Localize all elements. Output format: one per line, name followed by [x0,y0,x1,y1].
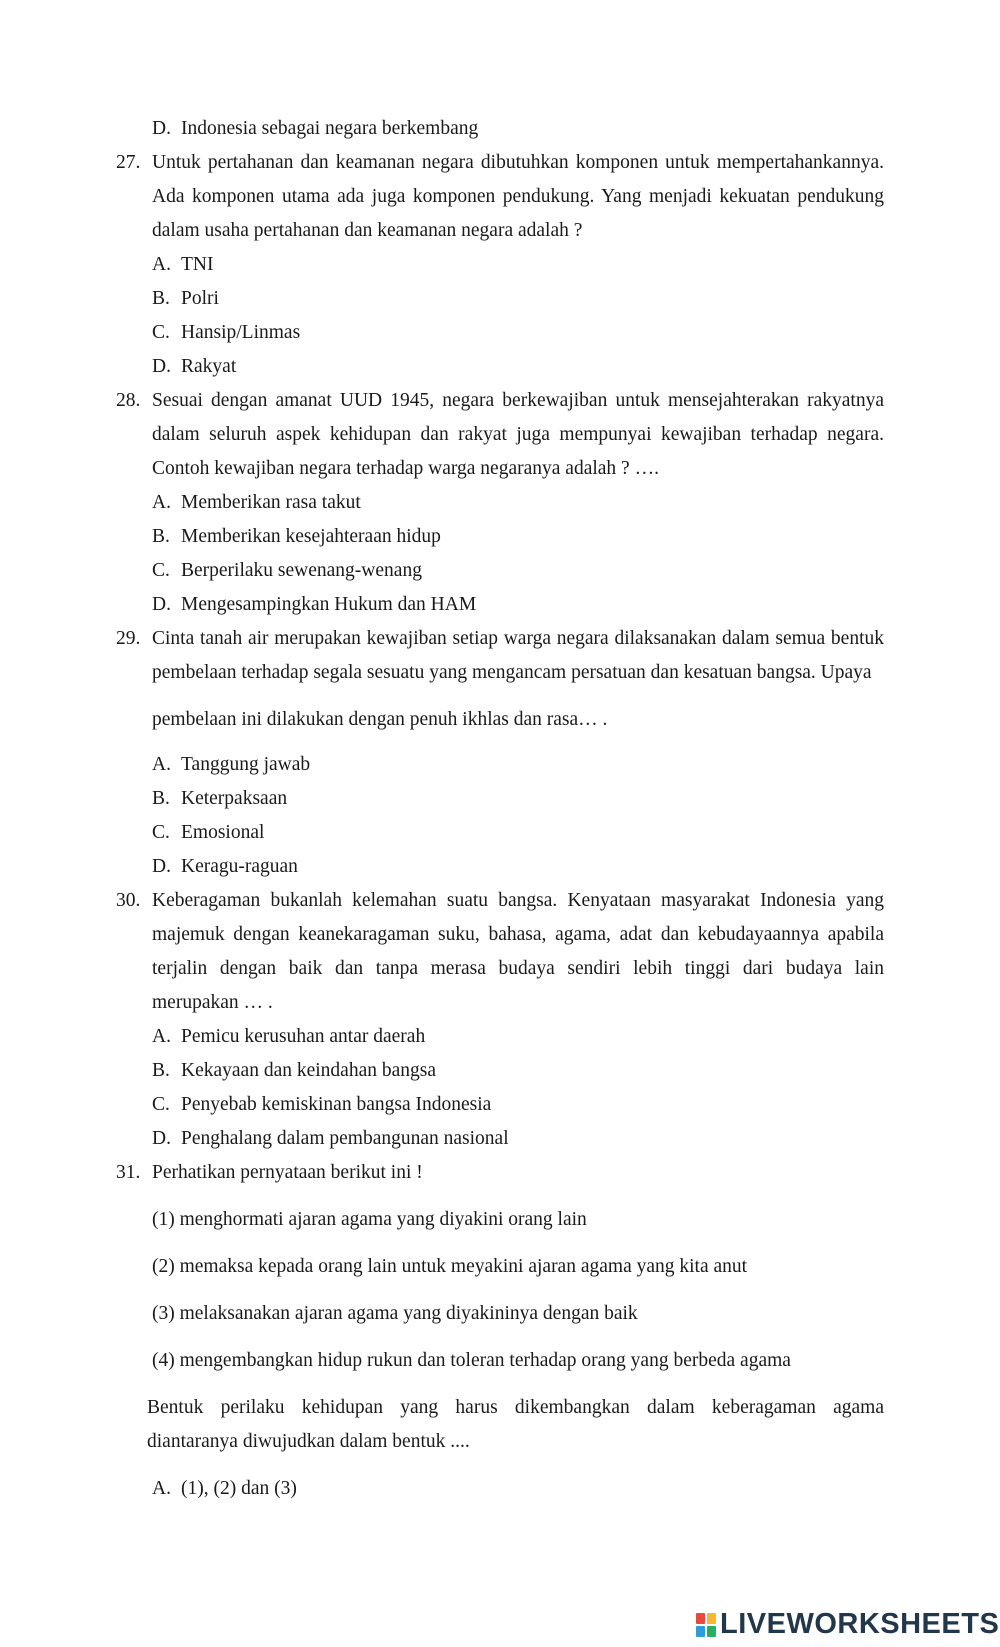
question-line: Sesuai dengan amanat UUD 1945, negara berkewajiban untuk mensejahterakan rakyatnya [152,390,884,411]
logo-block [696,1613,705,1624]
question-intro: Perhatikan pernyataan berikut ini ! [152,1162,423,1183]
option-text: TNI [181,254,214,275]
option-text: Tanggung jawab [181,754,311,775]
option-letter: C. [152,1094,170,1115]
question-30 [116,889,884,913]
question-line: pembelaan terhadap segala sesuatu yang mengancam persatuan dan kesatuan bangsa. Upaya [152,662,872,683]
q27-option-d[interactable] [152,355,236,379]
option-letter: D. [152,1128,171,1149]
q29-option-b[interactable] [152,787,287,811]
question-line: diantaranya diwujudkan dalam bentuk .... [147,1431,470,1452]
option-text: Memberikan rasa takut [181,492,361,513]
question-line: dalam seluruh aspek kehidupan dan rakyat juga mempunyai kewajiban terhadap negara. [152,424,884,445]
option-text: Keterpaksaan [181,788,288,809]
q28-option-b[interactable] [152,525,441,549]
q27-option-c[interactable] [152,321,300,345]
question-line: pembelaan ini dilakukan dengan penuh ikhlas dan rasa… . [152,709,608,730]
statement-item: (2) memaksa kepada orang lain untuk meyakini ajaran agama yang kita anut [152,1256,748,1277]
option-letter: B. [152,288,170,309]
option-text: Rakyat [181,356,237,377]
q31-option-a[interactable] [152,1477,297,1501]
question-number: 30. [116,890,141,911]
option-letter: B. [152,526,170,547]
option-letter: A. [152,492,171,513]
option-letter: D. [152,356,171,377]
question-line: Untuk pertahanan dan keamanan negara dibutuhkan komponen untuk mempertahankannya. [152,152,884,173]
question-28 [116,389,884,413]
brand-name: LIVEWORKSHEETS [720,1608,1000,1640]
q29-option-c[interactable] [152,821,264,845]
q27-option-b[interactable] [152,287,219,311]
q28-option-c[interactable] [152,559,422,583]
q26-option-d [152,117,478,141]
option-text: Penghalang dalam pembangunan nasional [181,1128,509,1149]
logo-mark-icon [696,1613,716,1637]
logo-block [707,1626,716,1637]
logo-block [696,1626,705,1637]
statement-item: (3) melaksanakan ajaran agama yang diyakininya dengan baik [152,1303,638,1324]
option-text: Mengesampingkan Hukum dan HAM [181,594,477,615]
q29-option-d[interactable] [152,855,298,879]
option-text: Polri [181,288,219,309]
option-text: Pemicu kerusuhan antar daerah [181,1026,426,1047]
question-line: dalam usaha pertahanan dan keamanan negara adalah ? [152,220,583,241]
question-27 [116,151,884,175]
question-line: Cinta tanah air merupakan kewajiban setiap warga negara dilaksanakan dalam semua bentuk [152,628,884,649]
question-number: 29. [116,628,141,649]
option-letter: B. [152,1060,170,1081]
option-letter: A. [152,1478,171,1499]
question-line: Contoh kewajiban negara terhadap warga negaranya adalah ? …. [152,458,659,479]
question-number: 27. [116,152,141,173]
q30-option-d[interactable] [152,1127,509,1151]
option-text: Penyebab kemiskinan bangsa Indonesia [181,1094,492,1115]
question-number: 28. [116,390,141,411]
option-letter: D. [152,594,171,615]
option-text: Berperilaku sewenang-wenang [181,560,422,581]
option-letter: C. [152,822,170,843]
q27-option-a[interactable] [152,253,214,277]
question-31 [116,1161,423,1185]
question-line: merupakan … . [152,992,273,1013]
question-line: Keberagaman bukanlah kelemahan suatu bangsa. Kenyataan masyarakat Indonesia yang [152,890,884,911]
option-text: Emosional [181,822,265,843]
option-text: Keragu-raguan [181,856,298,877]
q29-option-a[interactable] [152,753,310,777]
option-letter: A. [152,254,171,275]
statement-item: (1) menghormati ajaran agama yang diyakini orang lain [152,1209,587,1230]
liveworksheets-logo [696,1608,999,1641]
q28-option-a[interactable] [152,491,361,515]
option-text: Memberikan kesejahteraan hidup [181,526,441,547]
question-line: majemuk dengan keanekaragaman suku, bahasa, agama, adat dan kebudayaannya apabila [152,924,884,945]
q30-option-a[interactable] [152,1025,425,1049]
option-letter: A. [152,754,171,775]
q30-option-c[interactable] [152,1093,491,1117]
logo-block [707,1613,716,1624]
statement-item: (4) mengembangkan hidup rukun dan toleran terhadap orang yang berbeda agama [152,1350,791,1371]
question-29 [116,627,884,651]
q30-option-b[interactable] [152,1059,436,1083]
option-text: (1), (2) dan (3) [181,1478,297,1499]
option-text: Hansip/Linmas [181,322,301,343]
option-text: Indonesia sebagai negara berkembang [181,118,479,139]
question-line: Ada komponen utama ada juga komponen pendukung. Yang menjadi kekuatan pendukung [152,186,884,207]
option-text: Kekayaan dan keindahan bangsa [181,1060,437,1081]
option-letter: C. [152,560,170,581]
option-letter: C. [152,322,170,343]
option-letter: A. [152,1026,171,1047]
option-letter: B. [152,788,170,809]
q28-option-d[interactable] [152,593,476,617]
option-letter: D. [152,118,171,139]
option-letter: D. [152,856,171,877]
question-line: Bentuk perilaku kehidupan yang harus dikembangkan dalam keberagaman agama [147,1397,884,1418]
question-number: 31. [116,1162,141,1183]
question-line: terjalin dengan baik dan tanpa merasa budaya sendiri lebih tinggi dari budaya lain [152,958,884,979]
